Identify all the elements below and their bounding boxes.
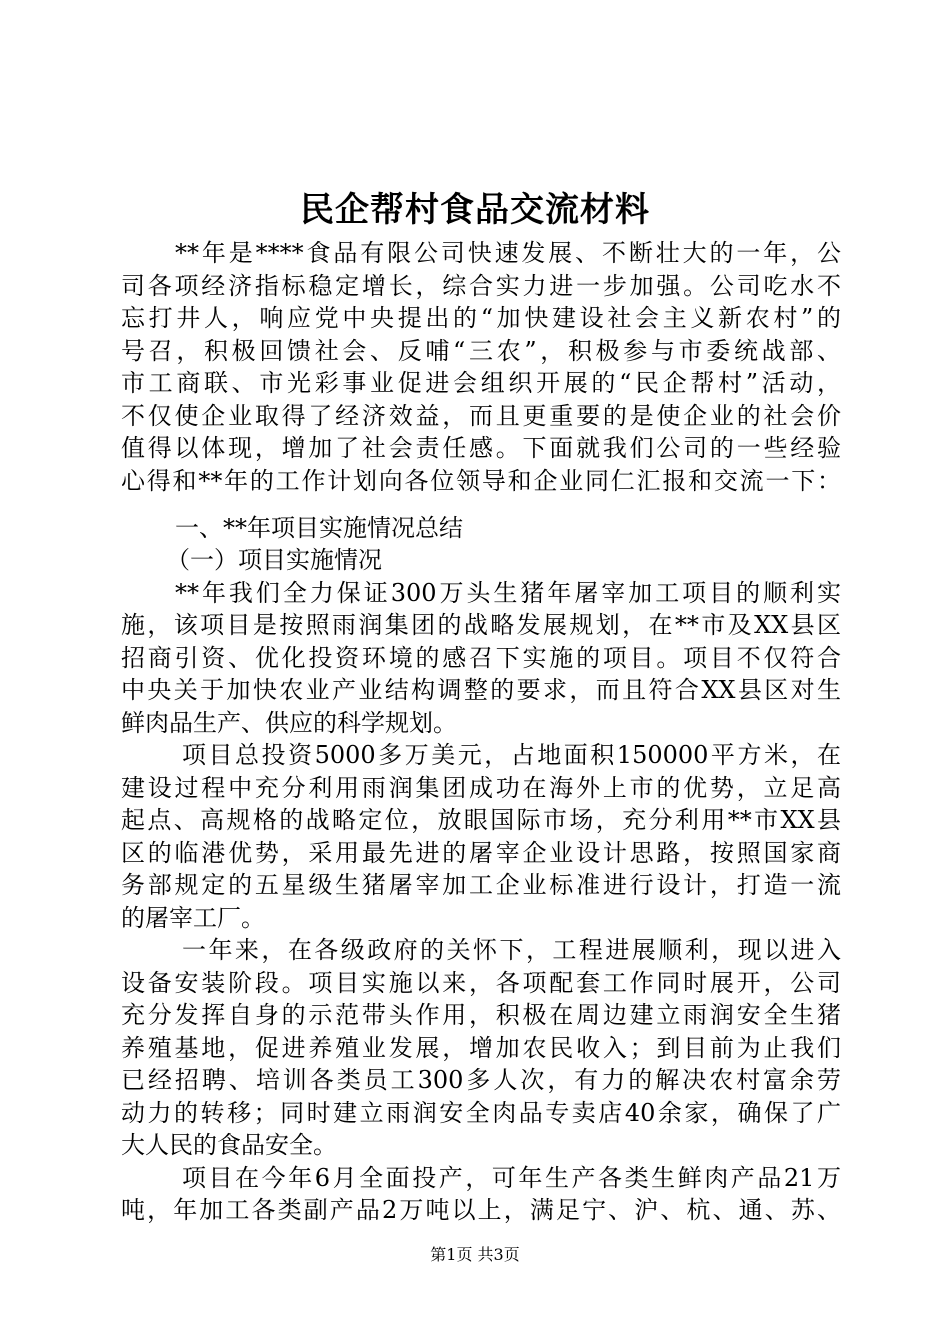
text-line: 不仅使企业取得了经济效益，而且更重要的是使企业的社会价 [121, 402, 841, 430]
text-line: 号召，积极回馈社会、反哺“三农”，积极参与市委统战部、 [121, 337, 841, 365]
text-line: 养殖基地，促进养殖业发展，增加农民收入；到目前为止我们 [121, 1034, 841, 1062]
text-line: 动力的转移；同时建立雨润安全肉品专卖店40余家，确保了广 [121, 1099, 841, 1127]
text-line: 已经招聘、培训各类员工300多人次，有力的解决农村富余劳 [121, 1066, 841, 1094]
page-number: 第1页 共3页 [430, 1245, 520, 1264]
text-line: 项目总投资5000多万美元，占地面积150000平方米，在 [182, 741, 841, 769]
text-line: 一年来，在各级政府的关怀下，工程进展顺利，现以进入 [182, 936, 841, 964]
text-line: 的屠宰工厂。 [121, 904, 265, 932]
text-line: **年是****食品有限公司快速发展、不断壮大的一年，公 [175, 239, 841, 267]
text-line: 值得以体现，增加了社会责任感。下面就我们公司的一些经验 [121, 434, 841, 462]
document-title: 民企帮村食品交流材料 [300, 190, 650, 230]
text-line: 招商引资、优化投资环境的感召下实施的项目。项目不仅符合 [121, 644, 841, 672]
text-line: 忘打井人，响应党中央提出的“加快建设社会主义新农村”的 [121, 304, 841, 332]
text-line: **年我们全力保证300万头生猪年屠宰加工项目的顺利实 [175, 579, 841, 607]
text-line: 施，该项目是按照雨润集团的战略发展规划，在**市及XX县区 [121, 611, 841, 639]
text-line: 市工商联、市光彩事业促进会组织开展的“民企帮村”活动， [121, 369, 841, 397]
text-line: 心得和**年的工作计划向各位领导和企业同仁汇报和交流一下： [121, 467, 841, 495]
text-line: 务部规定的五星级生猪屠宰加工企业标准进行设计，打造一流 [121, 871, 841, 899]
text-line: 设备安装阶段。项目实施以来，各项配套工作同时展开，公司 [121, 969, 841, 997]
text-line: 区的临港优势，采用最先进的屠宰企业设计思路，按照国家商 [121, 839, 841, 867]
text-line: 鲜肉品生产、供应的科学规划。 [121, 709, 457, 737]
text-line: 大人民的食品安全。 [121, 1131, 337, 1159]
text-line: 司各项经济指标稳定增长，综合实力进一步加强。公司吃水不 [121, 272, 841, 300]
text-line: 中央关于加快农业产业结构调整的要求，而且符合XX县区对生 [121, 676, 841, 704]
text-line: 项目在今年6月全面投产，可年生产各类生鲜肉产品21万 [182, 1164, 841, 1192]
text-line: 充分发挥自身的示范带头作用，积极在周边建立雨润安全生猪 [121, 1001, 841, 1029]
text-line: 吨，年加工各类副产品2万吨以上，满足宁、沪、杭、通、苏、 [121, 1196, 841, 1224]
text-line: 起点、高规格的战略定位，放眼国际市场，充分利用**市XX县 [121, 806, 841, 834]
text-line: 建设过程中充分利用雨润集团成功在海外上市的优势，立足高 [121, 774, 841, 802]
section-heading: 一、**年项目实施情况总结 [175, 514, 463, 542]
subsection-heading: （一）项目实施情况 [166, 546, 382, 574]
